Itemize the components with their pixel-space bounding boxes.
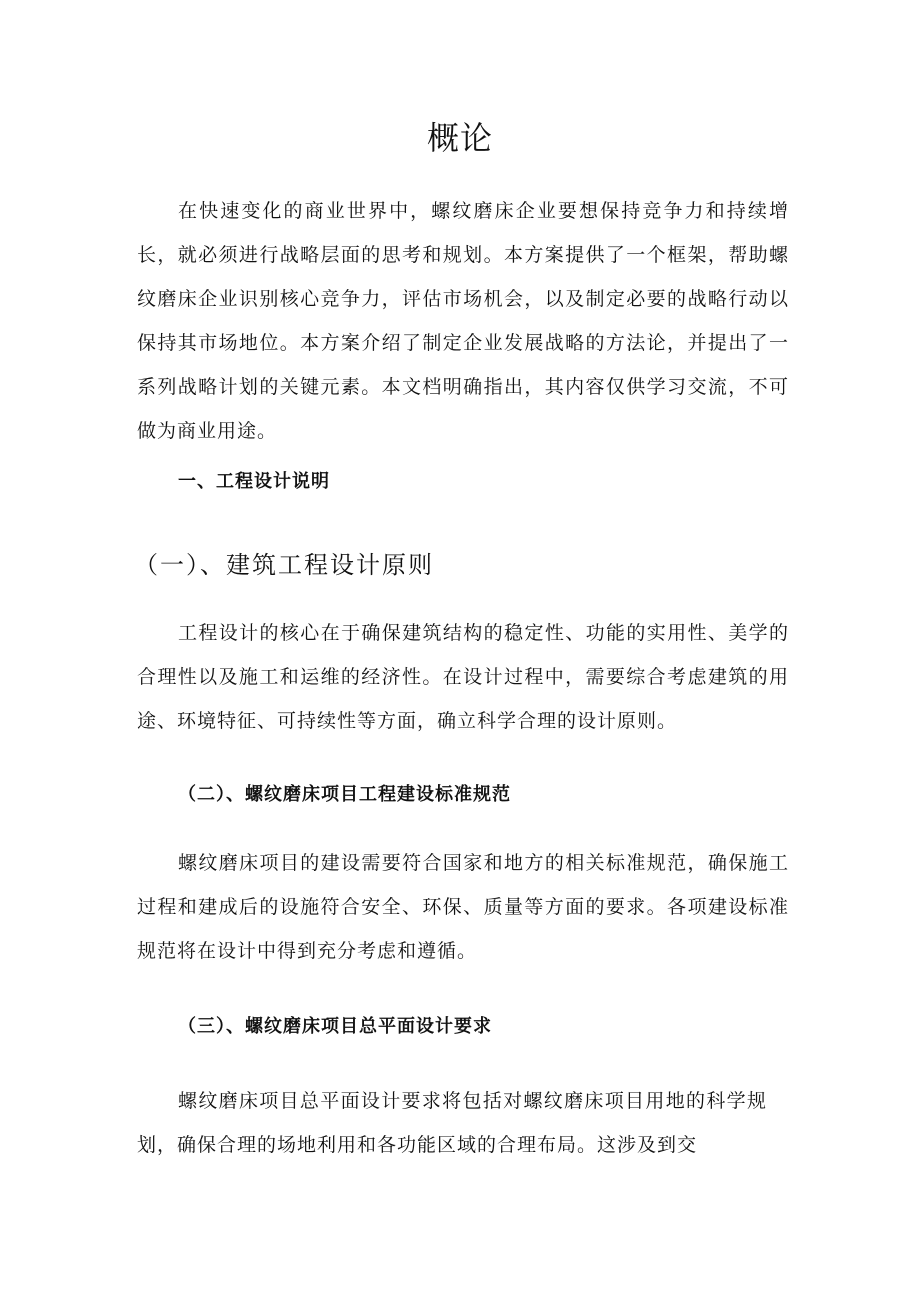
document-title: 概论: [426, 119, 493, 157]
design-principles-paragraph: 工程设计的核心在于确保建筑结构的稳定性、功能的实用性、美学的合理性以及施工和运维的经济性。在设计过程中，需要综合考虑建筑的用途、环境特征、可持续性等方面，确立科学合理的设计原则。: [137, 622, 789, 732]
site-plan-paragraph: 螺纹磨床项目总平面设计要求将包括对螺纹磨床项目用地的科学规划，确保合理的场地利用和各功能区域的合理布局。这涉及到交: [137, 1090, 767, 1156]
subsection-heading-site-plan: （三）、螺纹磨床项目总平面设计要求: [178, 1016, 492, 1037]
section-heading-engineering-design: 一、工程设计说明: [178, 471, 330, 492]
subsection-heading-standards: （二）、螺纹磨床项目工程建设标准规范: [178, 784, 511, 805]
standards-paragraph: 螺纹磨床项目的建设需要符合国家和地方的相关标准规范，确保施工过程和建成后的设施符合安全、环保、质量等方面的要求。各项建设标准规范将在设计中得到充分考虑和遵循。: [137, 852, 789, 962]
subsection-heading-design-principles: （一）、建筑工程设计原则: [134, 551, 434, 579]
intro-paragraph: 在快速变化的商业世界中，螺纹磨床企业要想保持竞争力和持续增长，就必须进行战略层面的思考和规划。本方案提供了一个框架，帮助螺纹磨床企业识别核心竞争力，评估市场机会，以及制定必要的战略行动以保持其市场地位。本方案介绍了制定企业发展战略的方法论，并提出了一系列战略计划的关键元素。本文档明确指出，其内容仅供学习交流，不可做为商业用途。: [137, 200, 789, 442]
